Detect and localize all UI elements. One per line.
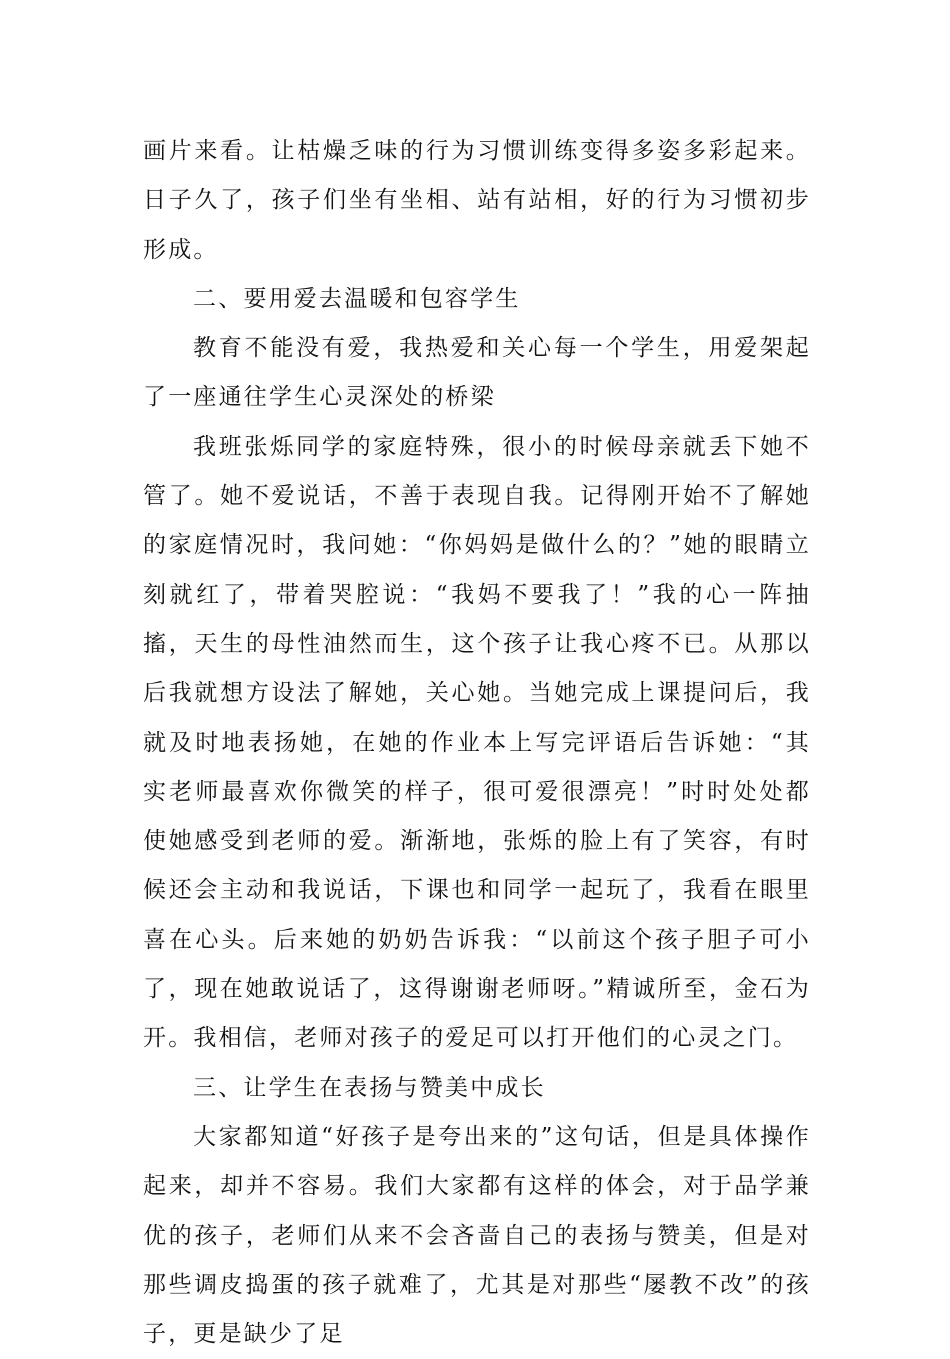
paragraph-praise: 大家都知道“好孩子是夸出来的”这句话，但是具体操作起来，却并不容易。我们大家都有这样的体会，对于品学兼优的孩子，老师们从来不会吝啬自己的表扬与赞美，但是对那些调皮捣蛋的孩子就难了，尤其是对那些“屡教不改”的孩子，更是缺少了足 [143, 1123, 811, 1348]
paragraph-love-intro: 教育不能没有爱，我热爱和关心每一个学生，用爱架起了一座通往学生心灵深处的桥梁 [143, 335, 811, 411]
document-body [143, 127, 811, 1359]
section-heading-3: 三、让学生在表扬与赞美中成长 [193, 1074, 546, 1101]
section-heading-2: 二、要用爱去温暖和包容学生 [193, 285, 521, 312]
paragraph-continuation: 画片来看。让枯燥乏味的行为习惯训练变得多姿多彩起来。日子久了，孩子们坐有坐相、站有站相，好的行为习惯初步形成。 [143, 138, 811, 263]
paragraph-zhang-shuo-story: 我班张烁同学的家庭特殊，很小的时候母亲就丢下她不管了。她不爱说话，不善于表现自我。记得刚开始不了解她的家庭情况时，我问她：“你妈妈是做什么的？”她的眼睛立刻就红了，带着哭腔说：“我妈不要我了！”我的心一阵抽搐，天生的母性油然而生，这个孩子让我心疼不已。从那以后我就想方设法了解她，关心她。当她完成上课提问后，我就及时地表扬她，在她的作业本上写完评语后告诉她：“其实老师最喜欢你微笑的样子，很可爱很漂亮！”时时处处都使她感受到老师的爱。渐渐地，张烁的脸上有了笑容，有时候还会主动和我说话，下课也和同学一起玩了，我看在眼里喜在心头。后来她的奶奶告诉我：“以前这个孩子胆子可小了，现在她敢说话了，这得谢谢老师呀。”精诚所至，金石为开。我相信，老师对孩子的爱足可以打开他们的心灵之门。 [143, 433, 811, 1052]
